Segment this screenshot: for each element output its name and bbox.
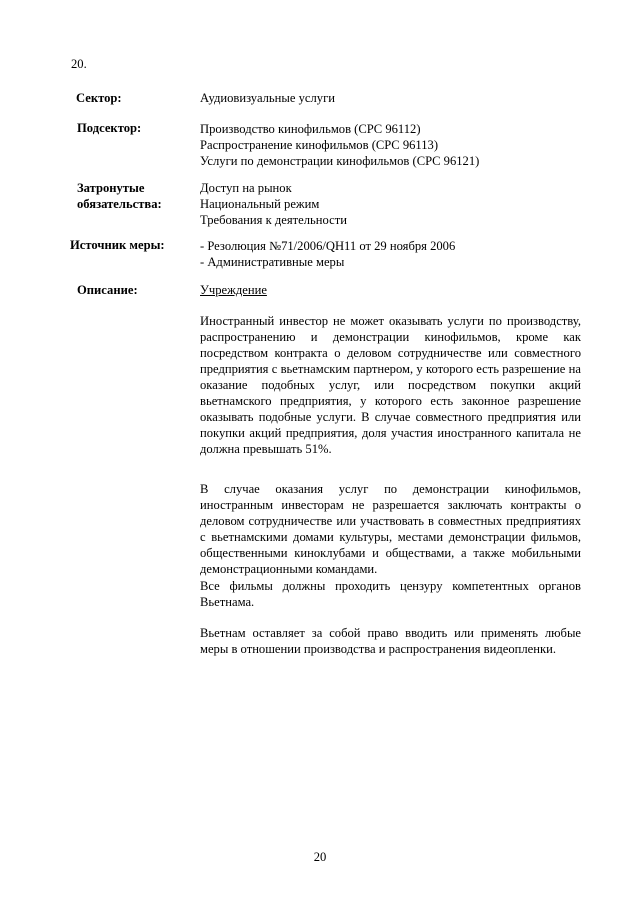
subsector-label: Подсектор:	[77, 121, 142, 135]
obligations-label-line: обязательства:	[77, 197, 162, 211]
source-label: Источник меры:	[70, 238, 165, 252]
description-paragraph: Все фильмы должны проходить цензуру компетентных органов Вьетнама.	[200, 579, 581, 609]
source-item: - Резолюция №71/2006/QH11 от 29 ноября 2006	[200, 239, 456, 253]
obligation-item: Доступ на рынок	[200, 181, 292, 195]
obligations-values	[200, 180, 347, 228]
description-paragraph: В случае оказания услуг по демонстрации кинофильмов, иностранным инвесторам не разрешается заключать контракты о деловом сотрудничестве или участвовать в совместных предприятиях с вьетнамскими домами культуры, местами демонстрации фильмов, общественными киноклубами и обществами, а также мобильными демонстрационными командами.	[200, 482, 581, 576]
description-label: Описание:	[77, 283, 138, 297]
description-paragraph: Вьетнам оставляет за собой право вводить или применять любые меры в отношении производства и распространения видеопленки.	[200, 626, 581, 656]
subsector-values	[200, 121, 479, 169]
subsector-item: Услуги по демонстрации кинофильмов (CPC 96121)	[200, 154, 480, 168]
obligation-item: Требования к деятельности	[200, 213, 347, 227]
obligations-label-line: Затронутые	[77, 181, 145, 195]
subsector-item: Распространение кинофильмов (CPC 96113)	[200, 138, 439, 152]
description-heading: Учреждение	[200, 283, 267, 297]
description-paragraph: Иностранный инвестор не может оказывать услуги по производству, распространению и демонстрации кинофильмов, кроме как посредством контракта о деловом сотрудничестве или совместного предприятия с вьетнамским партнером, у которого есть разрешение на оказание подобных услуг, или посредством покупки акций вьетнамского предприятия, у которого есть законное разрешение оказывать подобные услуги. В случае совместного предприятия или покупки акций предприятия, доля участия иностранного капитала не должна превышать 51%.	[200, 314, 581, 456]
obligation-item: Национальный режим	[200, 197, 320, 211]
page-number: 20	[313, 850, 327, 864]
entry-number: 20.	[71, 57, 87, 71]
subsector-item: Производство кинофильмов (CPC 96112)	[200, 122, 421, 136]
sector-value: Аудиовизуальные услуги	[200, 91, 335, 105]
sector-label: Сектор:	[76, 91, 122, 105]
source-item: - Административные меры	[200, 255, 345, 269]
obligations-label	[77, 180, 162, 212]
source-values	[200, 238, 455, 270]
